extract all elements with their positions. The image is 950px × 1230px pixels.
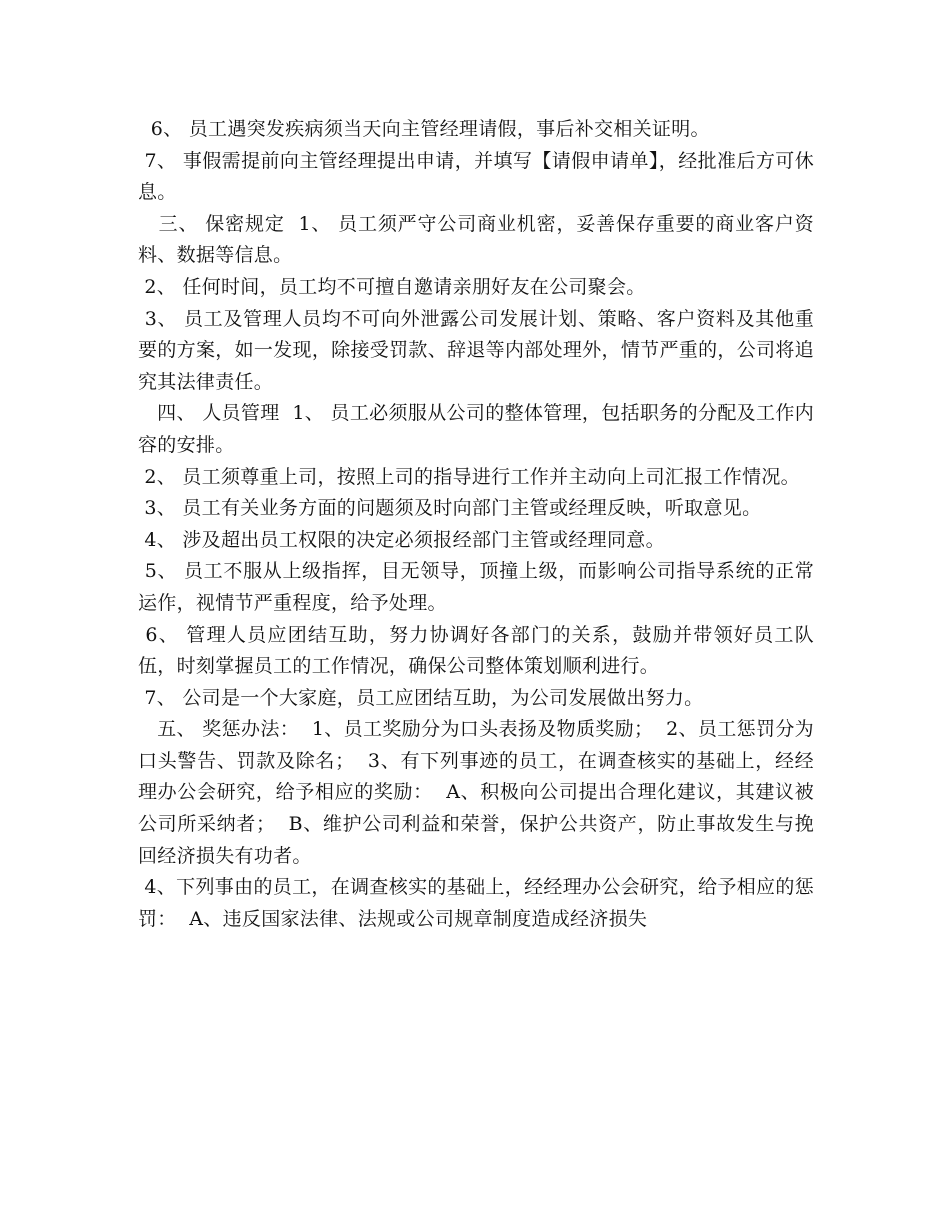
document-page [138,114,814,935]
paragraph-personal-leave: 7、 事假需提前向主管经理提出申请，并填写【请假申请单】，经批准后方可休息。 [138,149,814,204]
paragraph-confidentiality-2: 2、 任何时间，员工均不可擅自邀请亲朋好友在公司聚会。 [138,275,646,298]
paragraph-personnel-1: 四、 人员管理 1、 员工必须服从公司的整体管理，包括职务的分配及工作内容的安排。 [138,402,814,456]
paragraph-personnel-7: 7、 公司是一个大家庭，员工应团结互助，为公司发展做出努力。 [138,686,704,709]
paragraph-confidentiality-1: 三、 保密规定 1、 员工须严守公司商业机密，妥善保存重要的商业客户资料、数据等信息。 [138,212,814,267]
paragraph-personnel-2: 2、 员工须尊重上司，按照上司的指导进行工作并主动向上司汇报工作情况。 [138,465,800,488]
paragraph-personnel-4: 4、 涉及超出员工权限的决定必须报经部门主管或经理同意。 [138,528,665,551]
paragraph-sick-leave: 6、 员工遇突发疾病须当天向主管经理请假，事后补交相关证明。 [138,118,710,140]
paragraph-penalty-causes: 4、下列事由的员工，在调查核实的基础上，经经理办公会研究，给予相应的惩罚： A、违反国家法律、法规或公司规章制度造成经济损失 [138,876,814,930]
paragraph-personnel-5: 5、 员工不服从上级指挥，目无领导，顶撞上级，而影响公司指导系统的正常运作，视情节严重程度，给予处理。 [138,560,814,614]
paragraph-personnel-6: 6、 管理人员应团结互助，努力协调好各部门的关系，鼓励并带领好员工队伍，时刻掌握员工的工作情况，确保公司整体策划顺利进行。 [138,623,814,678]
paragraph-confidentiality-3: 3、 员工及管理人员均不可向外泄露公司发展计划、策略、客户资料及其他重要的方案，如一发现，除接受罚款、辞退等内部处理外，情节严重的，公司将追究其法律责任。 [138,307,814,393]
paragraph-rewards-penalties: 五、 奖惩办法： 1、员工奖励分为口头表扬及物质奖励； 2、员工惩罚分为口头警告、罚款及除名； 3、有下列事迹的员工，在调查核实的基础上，经经理办公会研究，给予相应的奖励： A、积极向公司提出合理化建议，其建议被公司所采纳者； B、维护公司利益和荣誉，保护公共资产，防止事故发生与挽回经济损失有功者。 [138,718,814,867]
paragraph-personnel-3: 3、 员工有关业务方面的问题须及时向部门主管或经理反映，听取意见。 [138,497,762,520]
